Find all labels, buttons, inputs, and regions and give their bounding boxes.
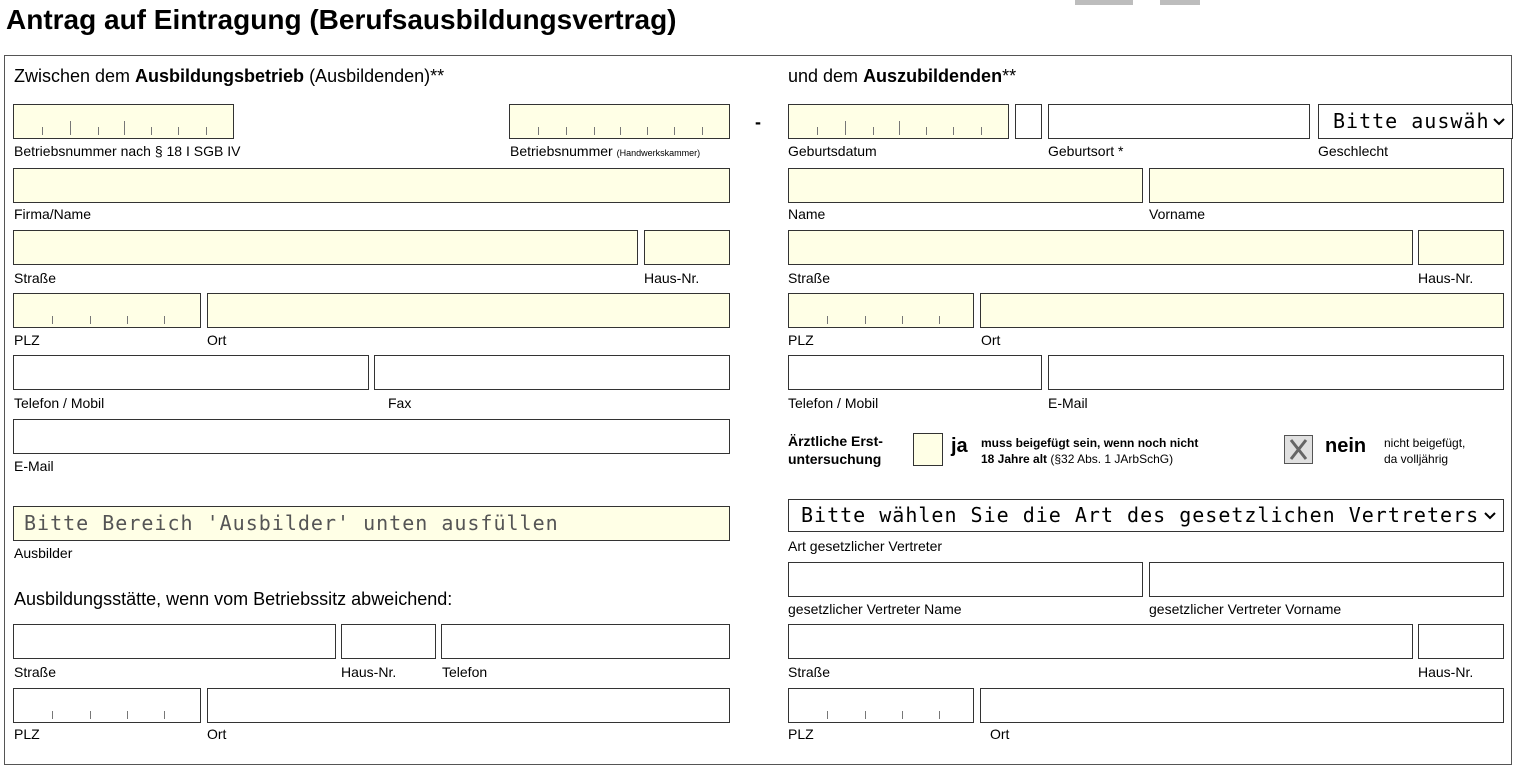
page-title: Antrag auf Eintragung (Berufsausbildungsvertrag) (6, 4, 677, 35)
vertreter-name-input[interactable] (788, 562, 1143, 597)
azubi-name-label: Name (788, 206, 826, 222)
nein-note-line1: nicht beigefügt, (1384, 436, 1466, 450)
geburtsort-label: Geburtsort * (1048, 143, 1124, 159)
vertreter-art-value: Bitte wählen Sie die Art des gesetzlichen Vertreters (801, 503, 1480, 527)
heading-suffix: ** (1002, 66, 1017, 86)
digit-ticks (510, 121, 729, 135)
firma-input[interactable] (13, 168, 730, 203)
azubi-hausnr-label: Haus-Nr. (1418, 270, 1474, 286)
vertreter-hausnr-label: Haus-Nr. (1418, 664, 1474, 680)
hausnr-label: Haus-Nr. (644, 270, 700, 286)
untersuchung-line1: Ärztliche Erst- (788, 433, 883, 449)
digit-ticks (14, 705, 200, 719)
ja-note-line1: muss beigefügt sein, wenn noch nicht (981, 436, 1199, 450)
staette-hausnr-input[interactable] (341, 624, 436, 659)
email-input[interactable] (13, 419, 730, 454)
betriebsnummer-hwk-label (510, 143, 700, 159)
azubi-email-label: E-Mail (1048, 395, 1088, 411)
vertreter-vorname-label: gesetzlicher Vertreter Vorname (1149, 601, 1342, 617)
strasse-label: Straße (14, 270, 57, 286)
geschlecht-select[interactable] (1318, 104, 1513, 139)
vertreter-art-label: Art gesetzlicher Vertreter (788, 538, 943, 554)
telefon-input[interactable] (13, 355, 369, 390)
staette-telefon-input[interactable] (441, 624, 730, 659)
right-section-heading (788, 66, 1016, 87)
azubi-plz-label: PLZ (788, 332, 814, 348)
staette-plz-input[interactable] (13, 688, 201, 723)
untersuchung-nein-checkbox[interactable] (1284, 435, 1313, 464)
geburtsdatum-extra-box[interactable] (1015, 104, 1042, 139)
geburtsdatum-input[interactable] (788, 104, 1009, 139)
azubi-strasse-label: Straße (788, 270, 831, 286)
separator-dash: - (755, 112, 761, 132)
digit-ticks (789, 310, 973, 324)
hausnr-input[interactable] (644, 230, 730, 265)
ort-input[interactable] (207, 293, 730, 328)
fax-input[interactable] (374, 355, 730, 390)
ausbilder-label: Ausbilder (14, 545, 73, 561)
staette-ort-label: Ort (207, 726, 227, 742)
vertreter-hausnr-input[interactable] (1418, 624, 1504, 659)
ja-note-line2 (981, 451, 1198, 467)
telefon-label: Telefon / Mobil (14, 395, 105, 411)
azubi-hausnr-input[interactable] (1418, 230, 1504, 265)
heading-bold: Auszubildenden (863, 66, 1003, 86)
ort-label: Ort (207, 332, 227, 348)
nein-note (1384, 435, 1465, 467)
fax-label: Fax (388, 395, 412, 411)
geschlecht-value: Bitte auswähl (1333, 109, 1503, 133)
vertreter-strasse-input[interactable] (788, 624, 1413, 659)
staette-plz-label: PLZ (14, 726, 40, 742)
label-text: Betriebsnummer (510, 143, 613, 159)
ja-note-rest: (§32 Abs. 1 JArbSchG) (1047, 452, 1174, 466)
ja-note-bold: 18 Jahre alt (981, 452, 1048, 466)
staette-heading: Ausbildungsstätte, wenn vom Betriebssitz abweichend: (14, 589, 453, 609)
chevron-down-icon (1483, 509, 1497, 523)
vertreter-vorname-input[interactable] (1149, 562, 1504, 597)
azubi-ort-input[interactable] (980, 293, 1504, 328)
ja-note (981, 435, 1198, 467)
vertreter-plz-input[interactable] (788, 688, 974, 723)
azubi-plz-input[interactable] (788, 293, 974, 328)
vertreter-strasse-label: Straße (788, 664, 831, 680)
heading-prefix: Zwischen dem (14, 66, 136, 86)
nein-label: nein (1325, 435, 1367, 457)
digit-ticks (789, 121, 1008, 135)
firma-label: Firma/Name (14, 206, 92, 222)
nein-note-line2: da volljährig (1384, 452, 1449, 466)
azubi-telefon-label: Telefon / Mobil (788, 395, 879, 411)
geburtsdatum-label: Geburtsdatum (788, 143, 877, 159)
vertreter-plz-label: PLZ (788, 726, 814, 742)
decorative-logo-fragment (1075, 0, 1205, 6)
untersuchung-ja-checkbox[interactable] (913, 433, 943, 466)
untersuchung-label (788, 432, 883, 468)
vertreter-name-label: gesetzlicher Vertreter Name (788, 601, 962, 617)
heading-bold: Ausbildungsbetrieb (135, 66, 305, 86)
heading-suffix: (Ausbildenden)** (304, 66, 445, 86)
azubi-strasse-input[interactable] (788, 230, 1413, 265)
betriebsnummer-label: Betriebsnummer nach § 18 I SGB IV (14, 143, 241, 159)
staette-strasse-input[interactable] (13, 624, 336, 659)
plz-label: PLZ (14, 332, 40, 348)
azubi-name-input[interactable] (788, 168, 1143, 203)
email-label: E-Mail (14, 458, 54, 474)
left-section-heading (14, 66, 444, 87)
untersuchung-line2: untersuchung (788, 451, 882, 467)
digit-ticks (14, 121, 233, 135)
ausbilder-input[interactable]: Bitte Bereich 'Ausbilder' unten ausfüllen (13, 506, 730, 541)
plz-input[interactable] (13, 293, 201, 328)
staette-strasse-label: Straße (14, 664, 57, 680)
chevron-down-icon (1488, 106, 1510, 137)
digit-ticks (14, 310, 200, 324)
heading-prefix: und dem (788, 66, 864, 86)
betriebsnummer-hwk-input[interactable] (509, 104, 730, 139)
strasse-input[interactable] (13, 230, 638, 265)
geburtsort-input[interactable] (1048, 104, 1310, 139)
staette-hausnr-label: Haus-Nr. (341, 664, 397, 680)
vertreter-ort-input[interactable] (980, 688, 1504, 723)
label-small: (Handwerkskammer) (616, 148, 701, 158)
ja-label: ja (951, 435, 968, 457)
azubi-ort-label: Ort (981, 332, 1001, 348)
betriebsnummer-input[interactable] (13, 104, 234, 139)
vertreter-ort-label: Ort (990, 726, 1010, 742)
x-check-icon (1285, 436, 1312, 463)
geschlecht-label: Geschlecht (1318, 143, 1389, 159)
azubi-vorname-input[interactable] (1149, 168, 1504, 203)
azubi-email-input[interactable] (1048, 355, 1504, 390)
digit-ticks (789, 705, 973, 719)
azubi-telefon-input[interactable] (788, 355, 1042, 390)
vertreter-art-select[interactable] (788, 499, 1504, 532)
staette-ort-input[interactable] (207, 688, 730, 723)
staette-telefon-label: Telefon (442, 664, 488, 680)
azubi-vorname-label: Vorname (1149, 206, 1206, 222)
